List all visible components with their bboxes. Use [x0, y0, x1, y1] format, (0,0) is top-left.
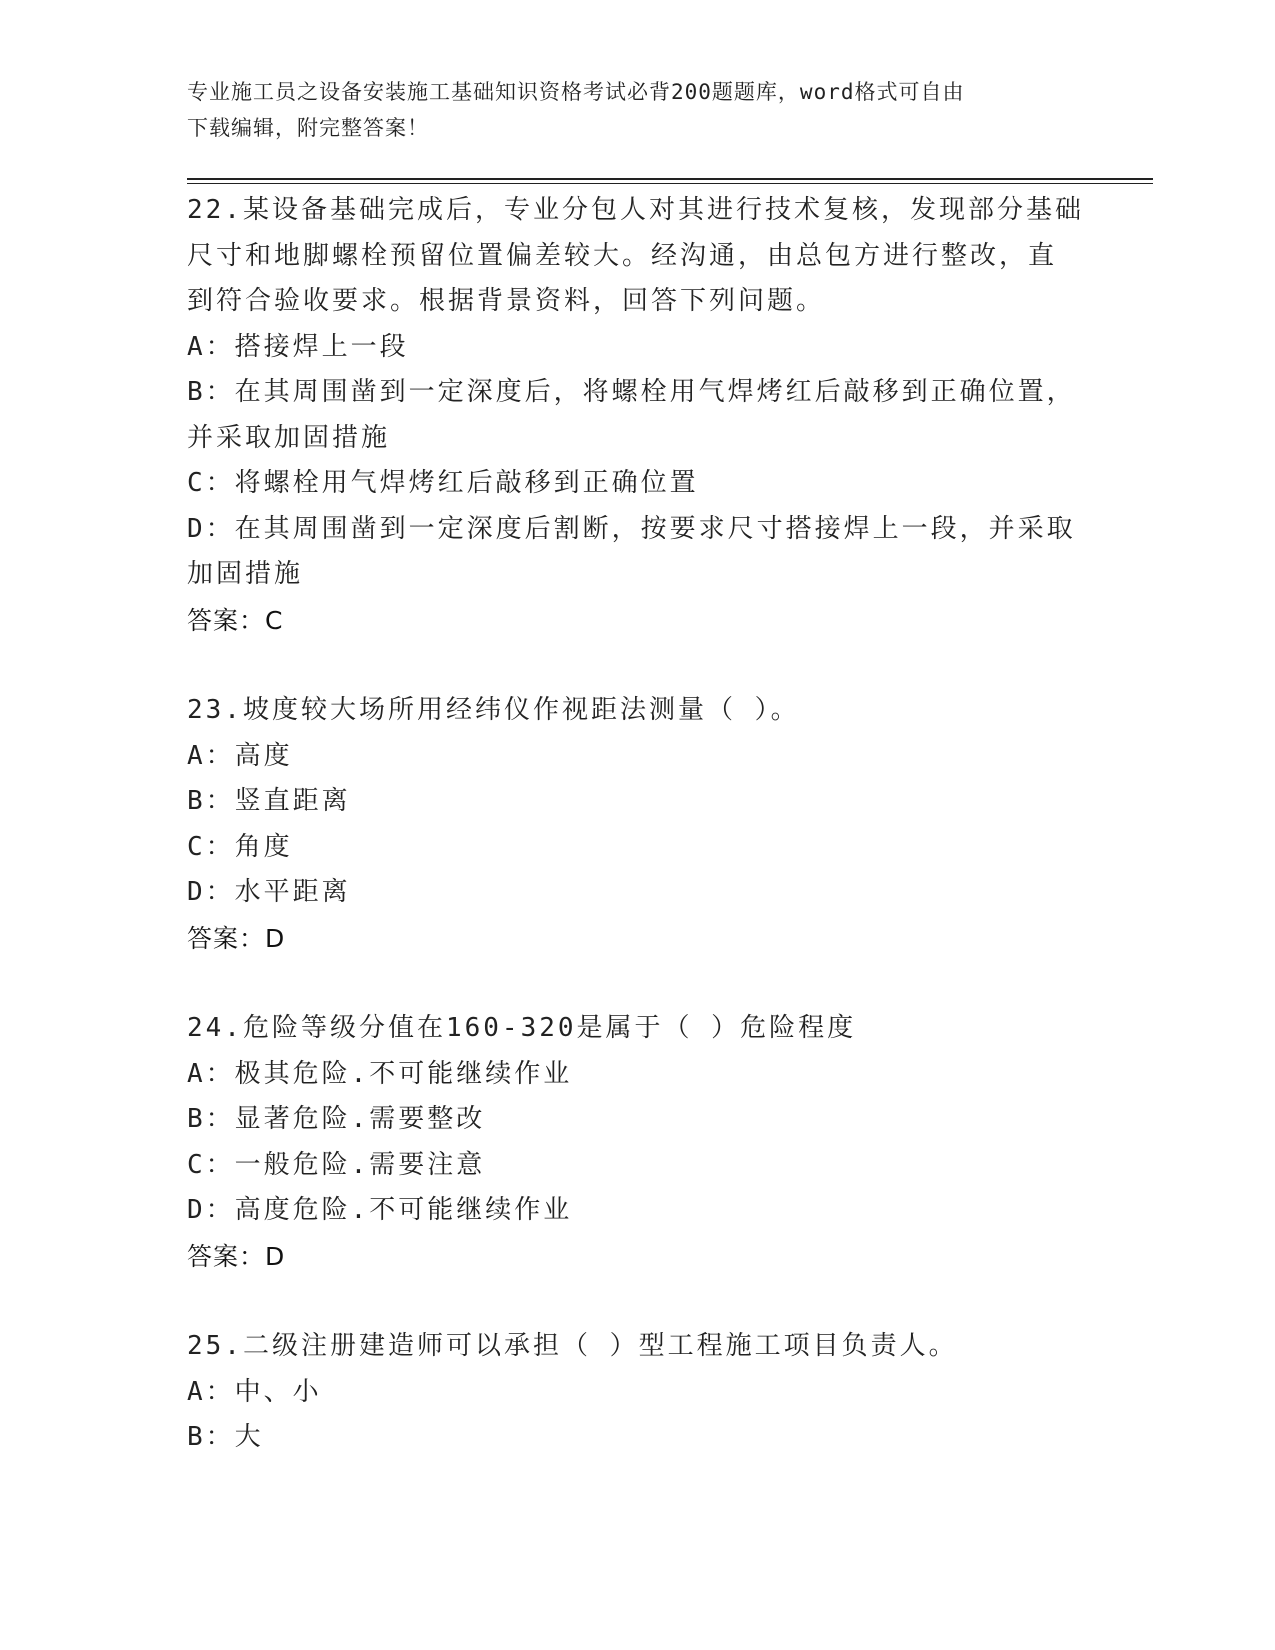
answer-label: 答案：C	[187, 605, 284, 635]
option-d-continued: 加固措施	[187, 559, 304, 589]
header-line-2: 下载编辑，附完整答案！	[187, 116, 429, 140]
option-c: C：将螺栓用气焊烤红后敲移到正确位置	[187, 468, 699, 498]
question-stem-line: 尺寸和地脚螺栓预留位置偏差较大。经沟通，由总包方进行整改，直	[187, 240, 1058, 271]
question-stem-line: 23.坡度较大场所用经纬仪作视距法测量（ ）。	[187, 695, 800, 725]
question-stem-line: 到符合验收要求。根据背景资料，回答下列问题。	[187, 286, 826, 316]
option-a: A：极其危险.不可能继续作业	[187, 1058, 573, 1089]
option-a: A：高度	[187, 740, 293, 771]
question-22	[187, 188, 1087, 643]
option-b: B：竖直距离	[187, 786, 351, 816]
question-25	[187, 1324, 1087, 1461]
option-b: B：显著危险.需要整改	[187, 1104, 486, 1134]
header-line-1: 专业施工员之设备安装施工基础知识资格考试必背200题题库，word格式可自由	[187, 80, 965, 104]
question-stem-line: 22.某设备基础完成后，专业分包人对其进行技术复核，发现部分基础	[187, 195, 1084, 225]
option-a: A：中、小	[187, 1376, 322, 1407]
answer-label: 答案：D	[187, 923, 286, 953]
option-b-continued: 并采取加固措施	[187, 422, 391, 453]
header-divider-thin	[187, 183, 1153, 184]
question-list	[187, 188, 1087, 1506]
option-d: D：高度危险.不可能继续作业	[187, 1195, 573, 1225]
document-header	[187, 74, 1087, 146]
question-23	[187, 688, 1087, 961]
option-a: A：搭接焊上一段	[187, 331, 409, 362]
option-c: C：角度	[187, 831, 293, 862]
question-24	[187, 1006, 1087, 1279]
header-divider-thick	[187, 178, 1153, 180]
option-c: C：一般危险.需要注意	[187, 1149, 486, 1180]
option-d: D：在其周围凿到一定深度后割断，按要求尺寸搭接焊上一段，并采取	[187, 513, 1076, 544]
question-stem-line: 25.二级注册建造师可以承担（ ）型工程施工项目负责人。	[187, 1331, 958, 1361]
question-stem-line: 24.危险等级分值在160-320是属于（ ）危险程度	[187, 1013, 857, 1043]
option-b: B：在其周围凿到一定深度后，将螺栓用气焊烤红后敲移到正确位置，	[187, 377, 1076, 407]
option-d: D：水平距离	[187, 877, 351, 907]
answer-label: 答案：D	[187, 1241, 286, 1271]
option-b: B：大	[187, 1422, 264, 1452]
